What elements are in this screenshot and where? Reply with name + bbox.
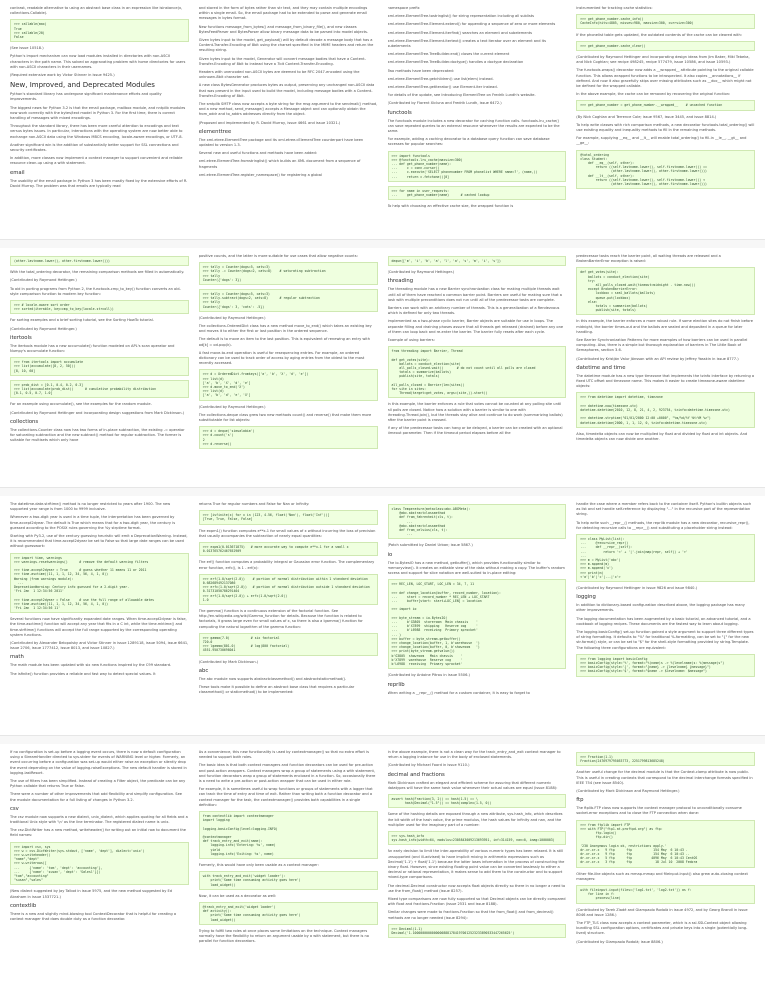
paragraph: (Contributed by Raymond Hettinger in issue 9826 and issue 9840.) <box>576 586 697 591</box>
paragraph: The biggest news for Python 3.2 is that the email package, mailbox module, and nntplib modules now work correctly with the bytes/text model in Python 3. For the first time, there is correct handling of messages with mixed encodings. <box>10 105 186 121</box>
paragraph: For example, adding a caching decorator to a database query function can save database accesses for popular searches: <box>387 137 550 147</box>
code-block: assert hash(Fraction(3, 2)) == hash(1.5) == \ hash(Decimal("1.5")) == hash(complex(1.5, 0)) <box>388 794 567 808</box>
paragraph: The basic idea is that both context managers and function decorators can be used for pre-action and post-action wrappers. Context managers wrap a group of statements using a with statement, and function decorators wrap a group of statements enclosed in a function. So, occasionally there is a need to write a pre-action or post-action wrapper that can be used in either role. <box>198 763 376 784</box>
paragraph: (New dialect suggested by Jay Talbot in issue 5975, and the new method suggested by Ed Abraham in issue 1537721.) <box>10 889 173 899</box>
subsection-heading: threading <box>387 278 414 285</box>
paragraph: Now, it can be used as a decorator as well: <box>198 893 277 898</box>
paragraph: Whenever a two-digit year is used in a time tuple, the interpretation has been governed by time.accept2dyear. The default is True which means that for a two-digit year, the century is guessed according to the POSIX rules governing the %y strptime format. <box>10 515 176 530</box>
paragraph: positive counts, and the latter is more suitable for use cases that allow negative counts: <box>198 254 358 258</box>
paragraph: xml.etree.ElementTree.Element.itertext() creates a text iterator over an element and its subelements <box>387 38 546 49</box>
paragraph: The collections.deque class grew two new methods count() and reverse() that make them more substitutable for list objects: <box>198 412 372 423</box>
paragraph: (Required extensive work by Victor Stinner in issue 9425.) <box>10 73 115 78</box>
code-block: def get_votes(site): ballots = conduct_election(site) try: all_polls_closed.wait(timeout=midnight - time.now()) except BrokenBarrierError: lockbox = seal_ballots(ballots) queue.put(lockbox) else: totals = summarize(ballots) publish(site, totals) <box>576 267 755 315</box>
paragraph: The datetime.date.strftime() method is no longer restricted to years after 1900. The new supported year range is from 1000 to 9999 inclusive. <box>10 502 171 512</box>
subsection-heading: ftp <box>576 797 584 804</box>
page-1-col-1 <box>10 6 189 233</box>
paragraph: Several functions now have significantly expanded date ranges. When time.accept2dyear is false, the time.asctime() function will accept any year that fits in a C int, while the time.mktime() and time.strftime() functions will accept the full range supported by the corresponding operating system functions. <box>10 617 187 637</box>
paragraph: The smtplib SMTP class now accepts a byte string for the msg argument to the sendmail() method, and a new method, send_message() accepts a Message object and can optionally obtain the from_addr and to_addrs addresses directly from the object. <box>198 102 378 117</box>
paragraph: An early decision to limit the inter-operability of various numeric types has been relaxed. It is still unsupported (and ill-advised) to have implicit mixing in arithmetic expressions such as Decimal('1.1') + float('1.1') because the latter loses information in the process of constructing the binary float. However, since existing floating point value can be converted losslessly to either a decimal or rational representation, it makes sense to add them to the constructor and to support mixed-type comparisons. <box>387 849 565 880</box>
code-block: >>> d = OrderedDict.fromkeys(['a', 'b', 'X', 'd', 'e']) >>> list(d) ['a', 'b', 'X', 'd', 'e'] >>> d.move_to_end('X') >>> list(d) ['a', 'b', 'd', 'e', 'X'] <box>199 369 378 400</box>
paragraph: contrast, readable alternative to using an abstract base class in an expression like isinstance(x, collections.Callable). <box>10 6 183 16</box>
paragraph: For example, it is sometimes useful to wrap functions or groups of statements with a logger that can track the time of entry and time of exit. Rather than writing both a function decorator and a context manager for the task, the contextmanager() provides both capabilities in a single definition: <box>198 787 373 807</box>
paragraph: Barriers can work with an arbitrary number of threads. This is a generalization of a Rendezvous which is defined for only two threads. <box>387 306 560 316</box>
paragraph: predecessor tasks reach the barrier point, all waiting threads are released and a BrokenBarrierError exception is raised: <box>576 254 721 264</box>
subsection-heading: csv <box>10 805 19 812</box>
code-block: >>> get_phone_number.cache_clear() <box>576 41 755 51</box>
code-block: >>> import csv, sys >>> w = csv.DictWriter(sys.stdout, ['name', 'dept'], dialect='unix') >>> w.writeheader() "name","dept" >>> w.writerows([ ... {'name': 'tom', 'dept': 'accounting'}, ... {'name': 'susan', 'dept': 'Salesl'}]) "tom","accounting" "susan","sales" <box>10 842 189 886</box>
code-block: >>> REC_LEN, LOC_START, LOC_LEN = 34, 7, 11 >>> def change_location(buffer, record_number, location): ... start = record_number * REC_LEN + LOC_START ... buffer[start: start+LOC_LEN] = location >>> import io >>> byte_stream = io.BytesIO( ... b'G3805 storeroom Main chassis ' ... b'X7899 shipping Reserve cog ' ... b'L6988 receiving Primary sprocket' ... ) >>> buffer = byte_stream.getbuffer() >>> change_location(buffer, 1, b'warehouse ') >>> change_location(buffer, 0, b'showroom ') >>> print(byte_stream.getvalue()) b'G3805 showroom Main chassis ' b'X7899 warehouse Reserve cog ' b'L6988 receiving Primary sprocket' <box>388 579 567 669</box>
paragraph: With the total_ordering decorator, the remaining comparison methods are filled in automatically. <box>10 270 185 275</box>
subsection-heading: collections <box>10 418 39 425</box>
page-2-col-4 <box>576 254 755 481</box>
page-1-col-4 <box>576 6 755 233</box>
paragraph: (Contributed by Michael Foord in issue 9110.) <box>387 763 470 768</box>
paragraph: The functools.wraps() decorator now adds a __wrapped__ attribute pointing to the original callable function. This allows wrapped functions to be introspected. It also copies __annotations__ if defined. And now it also gracefully skips over missing attributes such as __doc__ which might not be defined for the wrapped callable. <box>576 68 754 89</box>
page-2 <box>0 248 765 488</box>
page-4-columns <box>0 744 765 990</box>
paragraph: To help with choosing an effective cache size, the wrapped function is <box>387 204 514 209</box>
paragraph: To aid in porting programs from Python 2, the functools.cmp_to_key() function converts an old-style comparison function to modern key function: <box>10 286 181 296</box>
paragraph: xml.etree.ElementTree.tostringlist() for string representation including all sublists <box>387 14 534 19</box>
paragraph: (Contributed by Antoine Pitrou in issue 5506.) <box>387 673 470 678</box>
paragraph: (By Nick Coghlan and Terrence Cole; issue 9567, issue 3445, and issue 8814.) <box>576 114 717 119</box>
page-3 <box>0 496 765 736</box>
code-block: >>> for name in user_requests: ... get_phone_number(name) # cached lookup <box>388 186 567 200</box>
code-block: >>> gamma(7.0) # six factorial 720.0 >>> lgamma(801.0) # log(800 factorial) 4551.950730698041 <box>199 633 378 656</box>
paragraph: Python's import mechanism can now load modules installed in directories with non-ASCII characters in the path name. This solved an aggravating problem with home directories for users with non-ASCII characters in their usernames. <box>10 54 186 69</box>
page-3-col-3 <box>388 502 567 729</box>
subsection-heading: abc <box>198 667 209 674</box>
paragraph: (Contributed by Alexander Belopolsky and Victor Stinner in issue 1289118, issue 5094, issue 6641, issue 2706, issue 1777412, issue 8013, and issue 10827.) <box>10 641 189 651</box>
paragraph: (Patch submitted by Daniel Urban; issue 5867.) <box>387 543 473 548</box>
paragraph: There were a number of other improvements that add flexibility and simplify configuration. See the module documentation for a full listing of changes in Python 3.2. <box>10 792 182 802</box>
code-block: >>> get_phone_number = get_phone_number.__wrapped__ # uncached function <box>576 100 755 110</box>
code-block: >>> import functools >>> @functools.lru_cache(maxsize=300) ... def get_phone_number(name): ... c = conn.cursor() ... c.execute('SELECT phonenumber FROM phonelist WHERE name=?', (name,)) ... return c.fetchone()[0] <box>388 151 567 182</box>
subsection-heading: math <box>10 654 24 661</box>
code-block: >>> Fraction(1.1) Fraction(2476979795053773, 2251799813685248) <box>576 752 755 766</box>
page-4-col-4 <box>576 750 755 984</box>
paragraph: The logging documentation has been augmented by a basic tutorial, an advanced tutorial, and a cookbook of logging recipes. These documents are the fastest way to learn about logging. <box>576 616 751 626</box>
paragraph: The io.BytesIO has a new method, getbuffer(), which provides functionality similar to memoryview(). It creates an editable view of the data without making a copy. The buffer's random access and support for slice notation are well-suited to in-place editing: <box>387 560 565 576</box>
page-4-col-3 <box>388 750 567 984</box>
code-block: >>> [isfinite(x) for x in (123, 4.56, float('Nan'), float('Inf'))] [True, True, False, False] <box>199 510 378 524</box>
page-2-col-1 <box>10 254 189 481</box>
paragraph: (Contributed by Mark Dickinson and Raymond Hettinger.) <box>576 789 680 794</box>
code-block: @total_ordering class Student: def __eq__(self, other): return ((self.lastname.lower(), self.firstname.lower()) == (other.lastname.lower(), other.firstname.lower())) def __lt__(self, other): return ((self.lastname.lower(), self.firstname.lower()) < (other.lastname.lower(), other.firstname.lower())) <box>576 150 755 190</box>
code-block: @track_entry_and_exit('widget loader') def activity(): print('Some time consuming activity goes here') load_widget() <box>199 902 378 925</box>
paragraph: Another significant win is the addition of substantially better support for SSL connections and security certificates. <box>10 142 179 153</box>
code-block: with track_entry_and_exit('widget loader'): print('Some time consuming activity goes here') load_widget() <box>199 871 378 890</box>
paragraph: (Contributed by Raymond Hettinger and incorporating design suggestions from Mark Dickinson.) <box>10 410 185 415</box>
paragraph: The default is to move an item to the last position. This is equivalent of renewing an entry with od[k] = od.pop(k). <box>198 337 370 347</box>
paragraph: Implemented as a two-phase cyclic barrier, Barrier objects are suitable for use in loops. The separate filling and draining phases assure that all threads get released (drained) before any one of them can loop back and re-enter the barrier. The barrier fully resets after each cycle. <box>387 319 564 334</box>
page-2-col-3 <box>388 254 567 481</box>
page-4-col-1 <box>10 750 189 984</box>
code-block: >>> import time, warnings >>> warnings.resetwarnings() # remove the default warning filters >>> time.accept2dyear = True # guess whether 11 means 11 or 2011 >>> time.asctime((11, 1, 1, 12, 34, 56, 4, 1, 0)) Warning (from warnings module): ... DeprecationWarning: Century info guessed for a 2-digit year. 'Fri Jan 1 12:34:56 2011' >>> time.accept2dyear = False # use the full range of allowable dates >>> time.asctime((11, 1, 1, 12, 34, 56, 4, 1, 0)) 'Fri Jan 1 12:34:56 11' <box>10 553 189 614</box>
code-block: deque(['m', 'i', 'b', 'a', 'l', 'a', 's', 'm', 'i', 's']) <box>388 256 567 266</box>
paragraph: (Contributed by Raymond Hettinger.) <box>198 404 266 409</box>
paragraph: (Contributed by Tarek Ziadé and Giampaolo Rodolà in issue 4972, and by Georg Brandl in issue 8046 and issue 1286.) <box>576 907 748 917</box>
paragraph: New functions message_from_bytes() and message_from_binary_file(), and new classes BytesFeedParser and BytesParser allow binary message data to be parsed into model objects. <box>198 24 368 34</box>
paragraph: The gamma() function is a continuous extension of the factorial function. See http://en.wikipedia.org/wiki/Gamma_function for details. Because the function is related to factorials, it grows large even for small values of x, so there is also a lgamma() function for computing the natural logarithm of the gamma function: <box>198 609 363 629</box>
paragraph: The FTP_TLS class now accepts a context parameter, which is a ssl.SSLContext object allowing bundling SSL configuration options, certificates and private keys into a single (potentially long-lived) structure. <box>576 921 748 936</box>
section-heading: New, Improved, and Deprecated Modules <box>10 81 155 90</box>
paragraph: (Contributed by Raymond Hettinger.) <box>10 326 77 331</box>
paragraph: As a convenience, this new functionality is used by contextmanager() so that no extra effort is needed to support both roles. <box>198 750 369 760</box>
paragraph: Other file-like objects such as mmap.mmap and fileinput.input() also grew auto-closing context managers: <box>576 871 748 881</box>
paragraph: See Barrier Synchronization Patterns for more examples of how barriers can be used in parallel computing. Also, there is a simple but thorough explanation of barriers in The Little Book of Semaphores, section 3.6. <box>576 338 748 353</box>
paragraph: Mark Dickinson crafted an elegant and efficient scheme for assuring that different numeric datatypes will have the same hash value whenever their actual values are equal (issue 8188): <box>387 780 558 790</box>
paragraph: The expm1() function computes e**x-1 for small values of x without incurring the loss of precision that usually accompanies the subtraction of nearly equal quantities: <box>198 528 376 538</box>
paragraph: If no configuration is set-up before a logging event occurs, there is now a default configuration using a StreamHandler directed to sys.stderr for events of WARNING level or higher. Formerly, an event occurring before a configuration was set-up would either raise an exception or silently drop the event depending on the value of logging.raiseExceptions. The new default handler is stored in logging.lastResort. <box>10 750 187 775</box>
paragraph: The datetime module has a new type timezone that implements the tzinfo interface by returning a fixed UTC offset and timezone name. This makes it easier to create timezone-aware datetime objects: <box>576 373 755 389</box>
paragraph: xml.etree.ElementTree.register_namespace() for registering a global <box>198 172 322 177</box>
code-block: >>> callable(max) True >>> callable(20) False <box>10 19 189 42</box>
code-block: >>> from logging import basicConfig >>> basicConfig(style='%', format="%(name)s -> %(levelname)s: %(message)s") >>> basicConfig(style='{', format="{name} -> {levelname} {message}") >>> basicConfig(style='$', format="$name -> $levelname: $message") <box>576 654 755 677</box>
paragraph: When writing a __repr__() method for a custom container, it is easy to forget to <box>387 690 530 695</box>
subsection-heading: email <box>10 169 25 176</box>
paragraph: xml.etree.ElementTree.getchildren() use list(elem) instead. <box>387 76 494 81</box>
paragraph: instrumented for tracking cache statistics: <box>576 6 653 10</box>
paragraph: For example, supplying __eq__ and __lt__ will enable total_ordering() to fill-in __le__, __gt__ and __ge__: <box>576 136 747 146</box>
subsection-heading: functools <box>387 109 412 116</box>
paragraph: These tools make it possible to define an abstract base class that requires a particular classmethod() or staticmethod() to be implemented: <box>198 685 355 695</box>
paragraph: (Contributed by Raymond Hettinger.) <box>387 270 455 275</box>
paragraph: xml.etree.ElementTree.Element.extend() for appending a sequence of zero or more elements <box>387 22 556 27</box>
paragraph: Given bytes input to the model, Generator will convert message bodies that have a Content-Transfer-Encoding of 8bit to instead have a 7bit Content-Transfer-Encoding. <box>198 56 366 66</box>
paragraph: xml.etree.ElementTree.getiterator() use Element.iter instead. <box>387 85 498 90</box>
paragraph: The xml.etree.ElementTree package and its xml.etree.cElementTree counterpart have been updated to version 1.3. <box>198 137 364 148</box>
paragraph: Throughout the standard library, there has been more careful attention to encodings and text versus bytes issues. In particular, interactions with the operating system are now better able to exchange non-ASCII data using the Windows MBCS encoding, locale-aware encodings, or UTF-8. <box>10 124 183 139</box>
page-4-col-2 <box>199 750 378 984</box>
paragraph: (Contributed by Raymond Hettinger.) <box>198 315 266 320</box>
paragraph: xml.etree.ElementTree.fromstringlist() which builds an XML document from a sequence of fragments <box>198 159 361 169</box>
paragraph: The collections.OrderedDict class has a new method move_to_end() which takes an existing key and moves it to either the first or last position in the ordered sequence. <box>198 324 372 334</box>
code-block: >>> Decimal(1.1) Decimal('1.100000000000000088817841970012523233890533447265625') <box>388 924 567 938</box>
code-block: >>> sys.hash_info sys.hash_info(width=64, modulus=2305843009213693951, inf=314159, nan=0, imag=1000003) <box>388 831 567 845</box>
paragraph: The collections.Counter class now has two forms of in-place subtraction, the existing -= operator for saturating subtraction and the new subtract() method for regular subtraction. The former is suitable for multisets which only have <box>10 427 185 443</box>
page-3-col-1 <box>10 502 189 729</box>
code-block: >>> erf(1.0/sqrt(2.0)) # portion of normal distribution within 1 standard deviation 0.682689492137086 >>> erfc(1.0/sqrt(2.0)) # portion of normal distribution outside 1 standard deviation 0.31731050786291404 >>> erf(1.0/sqrt(2.0)) + erfc(1.0/sqrt(2.0)) 1.0 <box>199 574 378 605</box>
paragraph: Example of using barriers: <box>387 338 435 343</box>
paragraph: Formerly, this would have only been usable as a context manager: <box>198 863 319 868</box>
page-2-columns <box>0 248 765 487</box>
subsection-heading: elementtree <box>198 128 232 135</box>
page-1-col-3 <box>388 6 567 233</box>
code-block: >>> class MyList(list): ... @recursive_repr() ... def __repr__(self): ... return '<' + '|'.join(map(repr, self)) + '>' ... >>> m = MyList('abc') >>> m.append(m) >>> m.append('x') >>> print(m) <'a'|'b'|'c'|...|'x'> <box>576 534 755 582</box>
page-3-col-2 <box>199 502 378 729</box>
page-1-columns <box>0 0 765 239</box>
paragraph: handle the case where a member refers back to the container itself. Python's builtin objects such as list and set handle self-reference by displaying "..." in the recursive part of the representation string. <box>576 502 752 517</box>
paragraph: (Contributed by Raymond Hettinger.) <box>10 278 77 283</box>
paragraph: Some of the hashing details are exposed through a new attribute, sys.hash_info, which describes the bit width of the hash value, the prime modulus, the hash values for infinity and nan, and the multiplier used for the imaginary part of a number: <box>387 812 563 827</box>
paragraph: (Contributed by Florent Xicluna and Fredrik Lundh, issue 6472.) <box>387 101 502 106</box>
paragraph: namespace prefix <box>387 6 420 10</box>
code-block: >>> # locale-aware sort order >>> sorted(iterable, key=cmp_to_key(locale.strcoll)) <box>10 300 189 314</box>
paragraph: The use of filters has been simplified. Instead of creating a Filter object, the predicate can be any Python callable that returns True or False. <box>10 779 186 789</box>
code-block: >>> from ftplib import FTP >>> with FTP("ftp1.at.proftpd.org") as ftp: ftp.login() ftp.dir() '230 Anonymous login ok, restrictions apply.' dr-xr-xr-x 9 ftp ftp 154 May 6 10:43 . dr-xr-xr-x 9 ftp ftp 154 May 6 10:43 .. dr-xr-xr-x 5 ftp ftp 4096 May 6 10:43 CentOS dr-xr-xr-x 3 ftp ftp 18 Jul 10 2008 Fedora <box>576 820 755 868</box>
paragraph: If the phonelist table gets updated, the outdated contents of the cache can be cleared with: <box>576 32 742 37</box>
paragraph: Two methods have been deprecated: <box>387 68 455 73</box>
paragraph: xml.etree.ElementTree.TreeBuilder.doctype() handles a doctype declaration <box>387 60 524 65</box>
paragraph: Mixed type comparisons are now fully supported so that Decimal objects can be directly compared with float and fractions.Fraction (issue 2531 and issue 8188). <box>387 897 566 907</box>
paragraph: and stored in the form of bytes rather than str text, and they may contain multiple encodings within a single email. So, the email package had to be extended to parse and generate email messages in bytes format. <box>198 6 368 21</box>
paragraph: The itertools module has a new accumulate() function modeled on APL's scan operator and Numpy's accumulate function: <box>10 343 175 354</box>
paragraph: In the above example, there is not a clean way for the track_entry_and_exit context manager to return a logging instance for use in the body of enclosed statements. <box>387 750 561 760</box>
page-3-col-4 <box>576 502 755 729</box>
paragraph: A new class BytesGenerator produces bytes as output, preserving any unchanged non-ASCII data that was present in the input used to build the model, including message bodies with a Content-Transfer-Encoding of 8bit. <box>198 83 375 98</box>
paragraph: Python's standard library has undergone significant maintenance efforts and quality improvements. <box>10 92 162 102</box>
paragraph: xml.etree.ElementTree.TreeBuilder.end() closes the current element <box>387 52 510 57</box>
page-1 <box>0 0 765 240</box>
subsection-heading: datetime and time <box>576 364 626 371</box>
paragraph: (Contributed by Mark Dickinson.) <box>198 659 259 664</box>
paragraph: Also, timedelta objects can now be multiplied by float and divided by float and int objects. And timedelta objects can now divide one another. <box>576 431 748 442</box>
page-1-col-2 <box>199 6 378 233</box>
paragraph: There is a new and slightly mind-blowing tool ContextDecorator that is helpful for creating a context manager that does double duty as a function decorator. <box>10 911 177 922</box>
subsection-heading: logging <box>576 594 596 601</box>
subsection-heading: itertools <box>10 334 32 341</box>
paragraph: Trying to fulfill two roles at once places some limitations on the technique. Context managers normally have the flexibility to return an argument usable by a with statement, but there is no parallel for function decorators. <box>198 928 370 944</box>
paragraph: For an example using accumulate(), see the examples for the random module. <box>10 402 152 407</box>
paragraph: The erf() function computes a probability integral or Gaussian error function. The complementary error function, erfc(), is 1 - erf(x): <box>198 560 375 570</box>
paragraph: Given bytes input to the model, get_payload() will by default decode a message body that has a Content-Transfer-Encoding of 8bit using the charset specified in the MIME headers and return the resulting string. <box>198 38 374 53</box>
code-block: from threading import Barrier, Thread def get_votes(site): ballots = conduct_election(site) all_polls_closed.wait() # do not count until all polls are closed totals = summarize(ballots) publish(site, totals) all_polls_closed = Barrier(len(sites)) for site in sites: Thread(target=get_votes, args=(site,)).start() <box>388 346 567 398</box>
page-3-columns <box>0 496 765 735</box>
paragraph: The logging.basicConfig() set-up function gained a style argument to support three different types of string formatting. It defaults to "%" for traditional %-formatting, can be set to "{" for the new str.format() style, or can be set to "$" for the shell-style formatting provided by string.Template. The following three configurations are equivalent: <box>576 630 754 650</box>
paragraph: For details of the update, see Introducing ElementTree on Fredrik Lundh's website. <box>387 93 536 98</box>
paragraph: If any of the predecessor tasks can hang or be delayed, a barrier can be created with an optional timeout parameter. Then if the timeout period elapses before all the <box>387 426 563 436</box>
page-4 <box>0 744 765 990</box>
paragraph: The ftplib.FTP class now supports the context manager protocol to unconditionally consume socket.error exceptions and to close the FTP connection when done: <box>576 806 742 816</box>
code-block: >>> tally = Counter(dogs=5, cats=3) >>> tally -= Counter(dogs=2, cats=8) # saturating subtraction >>> tally Counter({'dogs': 3}) <box>199 262 378 285</box>
subsection-heading: reprlib <box>387 681 405 688</box>
paragraph: The abc module now supports abstractclassmethod() and abstractstaticmethod(). <box>198 676 347 681</box>
code-block: class Temperature(metaclass=abc.ABCMeta): @abc.abstractclassmethod def from_fahrenheit(cls, t): ... @abc.abstractclassmethod def from_celsius(cls, t): ... <box>388 504 567 539</box>
paragraph: returns True for regular numbers and False for Nan or Infinity: <box>198 502 310 506</box>
paragraph: Several new and useful functions and methods have been added: <box>198 151 317 156</box>
code-block: >>> from datetime import datetime, timezone >>> datetime.now(timezone.utc) datetime.datetime(2010, 12, 8, 21, 4, 2, 923754, tzinfo=datetime.timezone.utc) >>> datetime.strptime("01/01/2000 12:00 +0000", "%m/%d/%Y %H:%M %z") datetime.datetime(2000, 1, 1, 12, 0, tzinfo=datetime.timezone.utc) <box>576 392 755 427</box>
paragraph: To help write such __repr__() methods, the reprlib module has a new decorator, recursive_repr(), for detecting recursive calls to __repr__() and substituting a placeholder string instead: <box>576 520 750 530</box>
paragraph: Similar changes were made to fractions.Fraction so that the from_float() and from_decimal() methods are no longer needed (issue 8294): <box>387 910 554 920</box>
paragraph: In this example, the barrier enforces a more robust rule. If some election sites do not finish before midnight, the barrier times-out and the ballots are sealed and deposited in a queue for later handling. <box>576 319 753 334</box>
code-block: >>> expm1(0.013671875) # more accurate way to compute e**x-1 for a small x 0.013765762467652909 <box>199 542 378 556</box>
code-block: >>> tally = Counter(dogs=5, cats=3) >>> tally.subtract(dogs=2, cats=8) # regular subtraction >>> tally Counter({'dogs': 3, 'cats': -5}) <box>199 289 378 312</box>
paragraph: In this example, the barrier enforces a rule that votes cannot be counted at any polling site until all polls are closed. Notice how a solution with a barrier is similar to one with threading.Thread.join(), but the threads stay alive and continue to do work (summarizing ballots) after the barrier point is crossed. <box>387 402 563 423</box>
paragraph: xml.etree.ElementTree.Element.iterfind() searches an element and subelements <box>387 30 533 35</box>
paragraph: The usability of the email package in Python 3 has been mostly fixed by the extensive efforts of R. David Murray. The problem was that emails are typically read <box>10 178 188 188</box>
subsection-heading: contextlib <box>10 902 37 909</box>
paragraph: The csv module now supports a new dialect, unix_dialect, which applies quoting for all fields and a traditional Unix style with '\n' as the line terminator. The registered dialect name is unix. <box>10 814 188 825</box>
paragraph: A fast move-to-end operation is useful for resequencing entries. For example, an ordered dictionary can be used to track order of access by aging entries from the oldest to the most recently accessed. <box>198 350 365 366</box>
code-block: >>> prob_dist = [0.1, 0.4, 0.2, 0.3] >>> list(accumulate(prob_dist)) # cumulative probability distribution [0.1, 0.5, 0.7, 1.0] <box>10 380 189 399</box>
paragraph: (Contributed by Giampaolo Rodolà; issue 8806.) <box>576 939 663 944</box>
code-block: with fileinput.input(files=('log1.txt', 'log2.txt')) as f: for line in f: process(line) <box>576 885 755 904</box>
page-2-col-2 <box>199 254 378 481</box>
paragraph: The isfinite() function provides a reliable and fast way to detect special values. It <box>10 671 156 676</box>
code-block: >>> d = deque('simsalabim') >>> d.count('s') 2 >>> d.reverse() <box>199 426 378 449</box>
paragraph: Headers with unencoded non-ASCII bytes are deemed to be RFC 2047-encoded using the unknown-8bit character set. <box>198 70 360 80</box>
paragraph: Another useful change for the decimal module is that the Context.clamp attribute is now public. This is useful in creating contexts that correspond to the decimal interchange formats specified in IEEE 754 (see issue 8540). <box>576 770 753 785</box>
code-block: (other.lastname.lower(), other.firstname.lower())) <box>10 256 189 266</box>
code-block: >>> from itertools import accumulate >>> list(accumulate([8, 2, 50])) [8, 10, 60] <box>10 357 189 376</box>
paragraph: For sorting examples and a brief sorting tutorial, see the Sorting HowTo tutorial. <box>10 318 154 323</box>
paragraph: The functools module includes a new decorator for caching function calls. functools.lru_cache() can save repeated queries to an external resource whenever the results are expected to be the same. <box>387 118 560 134</box>
paragraph: (Contributed by Kristján Valur Jónsson with an API review by Jeffrey Yasskin in issue 8777.) <box>576 356 739 361</box>
paragraph: Starting with Py3.2, use of the century guessing heuristic will emit a DeprecationWarning. Instead, it is recommended that time.accept2dyear be set to False so that large date ranges can be used without guesswork: <box>10 534 188 549</box>
paragraph: In addition to dictionary-based configuration described above, the logging package has many other improvements. <box>576 603 745 613</box>
code-block: from contextlib import contextmanager import logging logging.basicConfig(level=logging.INFO) @contextmanager def track_entry_and_exit(name): logging.info('Entering: %s', name) yield logging.info('Exiting: %s', name) <box>199 811 378 859</box>
paragraph: In the above example, the cache can be removed by recovering the original function: <box>576 92 731 97</box>
paragraph: In addition, more classes now implement a context manager to support convenient and reliable resource clean-up using a with statement. <box>10 156 183 166</box>
paragraph: The threading module has a new Barrier synchronization class for making multiple threads wait until all of them have reached a common barrier point. Barriers are useful for making sure that a task with multiple preconditions does not run until all of the predecessor tasks are complete. <box>387 287 562 302</box>
paragraph: The decimal.Decimal constructor now accepts float objects directly so there in no longer a need to use the from_float() method (issue 8257). <box>387 883 566 893</box>
code-block: >>> get_phone_number.cache_info() CacheInfo(hits=4805, misses=980, maxsize=300, currsize=300) <box>576 14 755 28</box>
paragraph: The csv.DictWriter has a new method, writeheader() for writing out an initial row to document the field names: <box>10 828 187 838</box>
subsection-heading: io <box>387 551 393 558</box>
paragraph: The math module has been updated with six new functions inspired by the C99 standard. <box>10 663 172 668</box>
paragraph: (Proposed and implemented by R. David Murray, issue 4661 and issue 10321.) <box>198 120 341 125</box>
paragraph: To help write classes with rich comparison methods, a new decorator functools.total_ordering() will use existing equality and inequality methods to fill in the remaining methods. <box>576 122 755 133</box>
paragraph: (Contributed by Raymond Hettinger and incorporating design ideas from Jim Baker, Miki Tebeka, and Nick Coghlan; see recipe 498245, recipe 577479, issue 10586, and issue 10593.) <box>576 55 750 65</box>
paragraph: (See issue 10518.) <box>10 46 44 51</box>
subsection-heading: decimal and fractions <box>387 771 445 778</box>
